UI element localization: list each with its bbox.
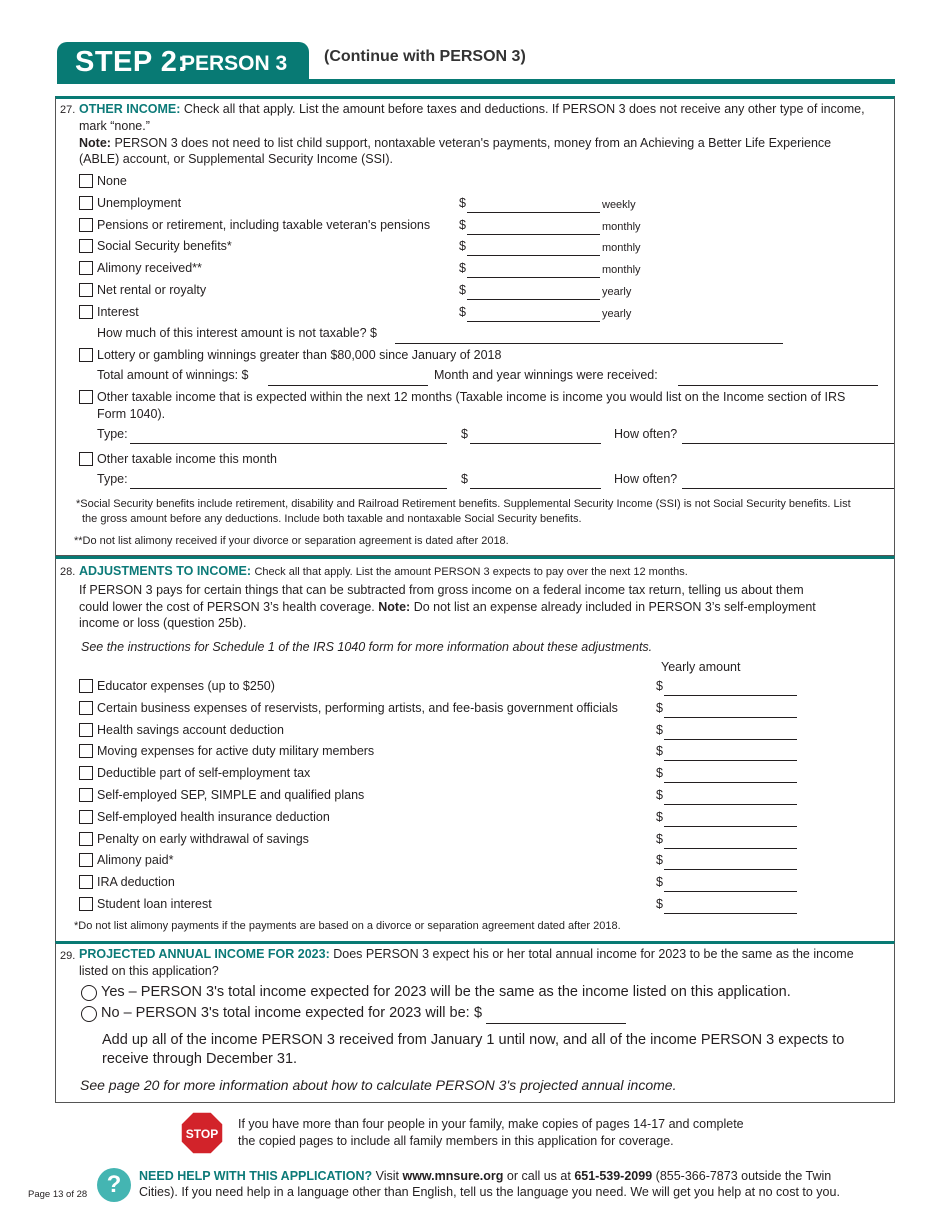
q28-checkbox[interactable] <box>79 701 93 715</box>
q29-title: PROJECTED ANNUAL INCOME FOR 2023: <box>79 947 330 961</box>
q28-yearly-amount-input[interactable] <box>664 739 797 740</box>
help-icon: ? <box>97 1168 131 1202</box>
q27-checkbox[interactable] <box>79 239 93 253</box>
interest-nontaxable-input[interactable] <box>395 343 783 344</box>
see-page-text: See page 20 for more information about how to calculate PERSON 3's projected annual income. <box>80 1077 677 1093</box>
person-label: PERSON 3 <box>181 52 288 75</box>
q27-frequency: monthly <box>602 242 641 255</box>
q27-checkbox[interactable] <box>79 261 93 275</box>
q27-item-label: None <box>97 174 127 188</box>
q28-title: ADJUSTMENTS TO INCOME: <box>79 564 251 578</box>
dollar-sign: $ <box>656 722 663 737</box>
no-label: No – PERSON 3's total income expected for 2023 will be: <box>101 1005 470 1021</box>
dollar-sign: $ <box>656 875 663 890</box>
q27-frequency: weekly <box>602 198 636 211</box>
q28-yearly-amount-input[interactable] <box>664 695 797 696</box>
q29-number: 29. <box>60 950 76 962</box>
q28-checkbox[interactable] <box>79 875 93 889</box>
q28-yearly-amount-input[interactable] <box>664 804 797 805</box>
q29-question-2: listed on this application? <box>79 964 219 978</box>
q28-item-label: Certain business expenses of reservists, performing artists, and fee-basis government officials <box>97 700 618 715</box>
q27-amount-input[interactable] <box>467 321 600 322</box>
q28-item-label: Deductible part of self-employment tax <box>97 766 311 781</box>
continue-label: (Continue with PERSON 3) <box>324 48 526 65</box>
q28-checkbox[interactable] <box>79 810 93 824</box>
q28-item-label: IRA deduction <box>97 875 175 890</box>
type-label: Type: <box>97 472 128 486</box>
dollar-sign: $ <box>656 766 663 781</box>
q28-item-label: Student loan interest <box>97 897 212 911</box>
q27-footnote-2: **Do not list alimony received if your divorce or separation agreement is dated after 2018. <box>74 535 509 547</box>
dollar-sign: $ <box>656 809 663 824</box>
other-month-how-often-input[interactable] <box>682 488 894 489</box>
stop-text-2: the copied pages to include all family members in this application for coverage. <box>238 1134 674 1148</box>
q27-intro-2: mark “none.” <box>79 119 150 133</box>
other-taxable-amount-input[interactable] <box>470 443 601 444</box>
q28-para-2b: Do not list an expense already included in PERSON 3’s self-employment <box>413 600 816 614</box>
q28-checkbox[interactable] <box>79 832 93 846</box>
q27-footnote-1: *Social Security benefits include retirement, disability and Railroad Retirement benefits. Supplemental Security Income (SSI) is not Social Security benefits. List <box>76 498 851 510</box>
q28-checkbox[interactable] <box>79 723 93 737</box>
q27-checkbox[interactable] <box>79 305 93 319</box>
q27-intro: Check all that apply. List the amount before taxes and deductions. If PERSON 3 does not receive any other type of income, <box>183 102 865 116</box>
projected-income-input[interactable] <box>486 1023 626 1024</box>
q28-yearly-amount-input[interactable] <box>664 782 797 783</box>
no-radio[interactable] <box>81 1006 97 1022</box>
q27-number: 27. <box>60 104 76 116</box>
q27-frequency: monthly <box>602 264 641 277</box>
dollar-sign: $ <box>459 283 466 297</box>
add-up-text: Add up all of the income PERSON 3 received from January 1 until now, and all of the income PERSON 3 expects to <box>102 1032 845 1048</box>
q27-amount-input[interactable] <box>467 234 600 235</box>
help-or-call: or call us at <box>506 1169 571 1183</box>
total-winnings-label: Total amount of winnings: $ <box>97 368 249 382</box>
total-winnings-input[interactable] <box>268 385 428 386</box>
other-month-checkbox[interactable] <box>79 452 93 466</box>
q27-checkbox[interactable] <box>79 218 93 232</box>
q28-checkbox[interactable] <box>79 897 93 911</box>
other-taxable-label-2: Form 1040). <box>97 407 166 421</box>
q28-checkbox[interactable] <box>79 853 93 867</box>
dollar-sign: $ <box>656 853 663 868</box>
dollar-sign: $ <box>656 788 663 802</box>
dollar-sign: $ <box>656 700 663 715</box>
add-up-text-2: receive through December 31. <box>102 1051 298 1067</box>
q28-para-2a: could lower the cost of PERSON 3’s health coverage. <box>79 600 375 614</box>
stop-sign-icon <box>180 1111 224 1155</box>
q28-item-label: Self-employed SEP, SIMPLE and qualified plans <box>97 788 365 802</box>
step-label: STEP 2: <box>75 46 188 78</box>
q28-yearly-amount-input[interactable] <box>664 869 797 870</box>
lottery-label: Lottery or gambling winnings greater than $80,000 since January of 2018 <box>97 348 502 362</box>
q27-amount-input[interactable] <box>467 277 600 278</box>
yes-label: Yes – PERSON 3's total income expected for 2023 will be the same as the income listed on this application. <box>101 984 791 1000</box>
help-rest-1: (855-366-7873 outside the Twin <box>655 1169 832 1183</box>
page-number: Page 13 of 28 <box>28 1189 88 1200</box>
q27-item-label: Interest <box>97 304 139 319</box>
dollar-sign: $ <box>656 831 663 846</box>
help-rest-2: Cities). If you need help in a language other than English, tell us the language you need. We will get you help at no cost to you. <box>139 1185 840 1199</box>
q27-amount-input[interactable] <box>467 255 600 256</box>
help-url[interactable]: www.mnsure.org <box>402 1169 504 1183</box>
q28-yearly-amount-input[interactable] <box>664 848 797 849</box>
other-taxable-checkbox[interactable] <box>79 390 93 404</box>
q28-instructions: See the instructions for Schedule 1 of the IRS 1040 form for more information about these adjustments. <box>81 640 653 654</box>
dollar-sign: $ <box>459 261 466 276</box>
q27-item-label: Unemployment <box>97 195 182 210</box>
step-header-tab <box>57 42 309 84</box>
q28-yearly-amount-input[interactable] <box>664 760 797 761</box>
how-often-label: How often? <box>614 472 678 486</box>
how-often-label: How often? <box>614 427 678 441</box>
q27-amount-input[interactable] <box>467 212 600 213</box>
q27-checkbox[interactable] <box>79 283 93 297</box>
interest-question: How much of this interest amount is not taxable? $ <box>97 326 378 340</box>
q28-intro: Check all that apply. List the amount PERSON 3 expects to pay over the next 12 months. <box>254 566 688 578</box>
q27-amount-input[interactable] <box>467 299 600 300</box>
header-rule <box>57 79 895 84</box>
yes-radio[interactable] <box>81 985 97 1001</box>
q28-yearly-amount-input[interactable] <box>664 826 797 827</box>
q27-frequency: monthly <box>602 220 641 233</box>
help-title: NEED HELP WITH THIS APPLICATION? <box>139 1169 373 1183</box>
q28-number: 28. <box>60 566 76 578</box>
q28-item-label: Moving expenses for active duty military members <box>97 744 375 759</box>
month-year-label: Month and year winnings were received: <box>434 368 658 382</box>
q28-item-label: Health savings account deduction <box>97 722 284 737</box>
q27-item-label: Alimony received** <box>97 261 202 276</box>
q28-item-label: Alimony paid* <box>97 853 174 868</box>
q28-yearly-amount-input[interactable] <box>664 891 797 892</box>
stop-sign-text: STOP <box>185 1127 219 1141</box>
q27-note-label: Note: <box>79 136 111 150</box>
q27-checkbox[interactable] <box>79 174 93 188</box>
q28-checkbox[interactable] <box>79 788 93 802</box>
q28-footnote: *Do not list alimony payments if the payments are based on a divorce or separation agreement dated after 2018. <box>74 920 621 932</box>
q27-frequency: yearly <box>602 286 632 298</box>
other-taxable-label: Other taxable income that is expected within the next 12 months (Taxable income is income you would list on the Income section of IRS <box>97 390 846 404</box>
help-phone: 651-539-2099 <box>574 1169 653 1183</box>
q27-footnote-1b: the gross amount before any deductions. Include both taxable and nontaxable Social Security benefits. <box>82 513 582 525</box>
q28-yearly-amount-input[interactable] <box>664 717 797 718</box>
q29-question: Does PERSON 3 expect his or her total annual income for 2023 to be the same as the income <box>333 947 854 961</box>
q27-item-label: Social Security benefits* <box>97 239 232 254</box>
q28-checkbox[interactable] <box>79 744 93 758</box>
q28-item-label: Educator expenses (up to $250) <box>97 679 275 693</box>
q28-checkbox[interactable] <box>79 679 93 693</box>
other-taxable-how-often-input[interactable] <box>682 443 894 444</box>
type-label: Type: <box>97 427 128 441</box>
dollar-sign: $ <box>459 195 466 210</box>
q27-title: OTHER INCOME: <box>79 102 181 116</box>
q27-item-label: Pensions or retirement, including taxable veteran's pensions <box>97 217 431 232</box>
yearly-amount-header: Yearly amount <box>661 660 741 674</box>
q28-para-3: income or loss (question 25b). <box>79 616 247 630</box>
other-month-type-input[interactable] <box>130 488 447 489</box>
q28-item-label: Self-employed health insurance deduction <box>97 809 330 824</box>
q27-checkbox[interactable] <box>79 196 93 210</box>
q28-item-label: Penalty on early withdrawal of savings <box>97 831 309 846</box>
help-visit: Visit <box>375 1169 399 1183</box>
q27-frequency: yearly <box>602 307 632 320</box>
q28-yearly-amount-input[interactable] <box>664 913 797 914</box>
dollar-sign: $ <box>474 1005 483 1021</box>
stop-text-1: If you have more than four people in your family, make copies of pages 14-17 and complete <box>238 1117 744 1131</box>
dollar-sign: $ <box>459 304 466 319</box>
q27-note: PERSON 3 does not need to list child support, nontaxable veteran's payments, money from an Achieving a Better Life Experience <box>114 136 832 150</box>
dollar-sign: $ <box>459 239 466 254</box>
q27-note-2: (ABLE) account, or Supplemental Security Income (SSI). <box>79 152 394 166</box>
q28-note-label: Note: <box>378 600 411 614</box>
lottery-checkbox[interactable] <box>79 348 93 362</box>
q28-para-1: If PERSON 3 pays for certain things that can be subtracted from gross income on a federal income tax return, telling us about them <box>79 583 804 597</box>
month-year-input[interactable] <box>678 385 878 386</box>
other-taxable-type-input[interactable] <box>130 443 447 444</box>
dollar-sign: $ <box>459 217 466 232</box>
dollar-sign: $ <box>461 472 468 486</box>
q27-item-label: Net rental or royalty <box>97 283 207 297</box>
dollar-sign: $ <box>656 897 663 911</box>
q28-checkbox[interactable] <box>79 766 93 780</box>
dollar-sign: $ <box>656 744 663 759</box>
dollar-sign: $ <box>461 427 468 441</box>
other-month-label: Other taxable income this month <box>97 452 277 466</box>
dollar-sign: $ <box>656 679 663 693</box>
other-month-amount-input[interactable] <box>470 488 601 489</box>
